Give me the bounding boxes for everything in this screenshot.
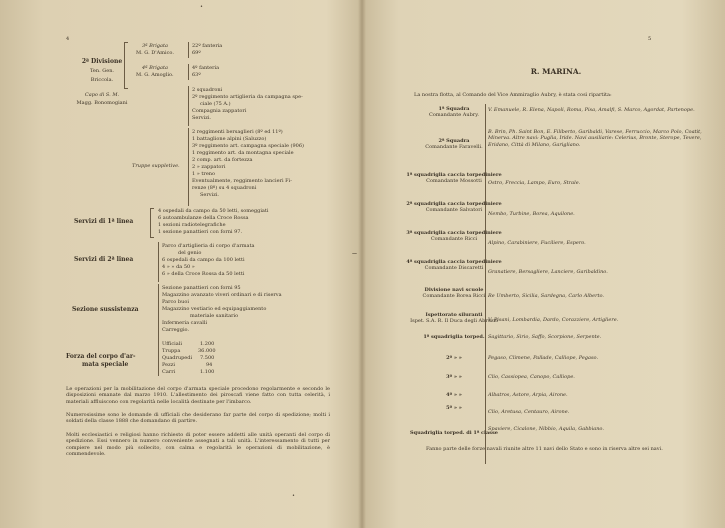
- brigade-4-regiment: 63º: [192, 72, 201, 78]
- strength-officers-label: Ufficiali: [162, 341, 182, 347]
- strength-quadrupeds-label: Quadrupedi: [162, 355, 193, 361]
- center-mark: ⁓: [352, 251, 357, 257]
- fleet-12-name: 4ª » »: [446, 392, 462, 398]
- brigade-3-regiment-label: 22º fanteria: [192, 43, 223, 49]
- right-intro: La nostra flotta, al Comando del Vice Ammiraglio Aubry, è stata così ripartita:: [414, 92, 612, 98]
- strength-officers-value: 1.200: [200, 341, 215, 347]
- fleet-9-ships: Sagittario, Sirio, Saffo, Scorpione, Serpente.: [488, 334, 602, 340]
- fleet-7-ships: Re Umberto, Sicilia, Sardegna, Carlo Alberto.: [488, 293, 605, 299]
- div-unit-3: ciale (75 A.): [200, 101, 231, 107]
- services-1-item-3: 1 sezioni radiotelegrafiche: [158, 222, 226, 228]
- strength-wagons-label: Carri: [162, 369, 176, 375]
- fleet-6-name: 4ª squadriglia caccia torpediniere Comandante Discaretti: [406, 259, 502, 272]
- fleet-5-name: 3ª squadriglia caccia torpediniere Comandante Ricci: [406, 230, 502, 243]
- services-2-item-4: 4 » » da 50 »: [162, 264, 195, 270]
- right-page-title: R. MARINA.: [530, 67, 582, 76]
- subsistence-item-3: Parco buoi: [162, 299, 189, 305]
- services-2-title: Servizi di 2ª linea: [74, 256, 134, 263]
- services-2-item-5: 6 » della Croce Rossa da 50 letti: [162, 271, 245, 277]
- troop-4: 1 reggimento art. da montagna speciale: [192, 150, 294, 156]
- fleet-2-ships: B. Brin, Ph. Saint Bon, E. Filiberto, Garibaldi, Varese, Ferruccio, Marco Polo, Coatit, Minerva. Altre navi: Puglia, Iride. Navi ausiliarie: Celerius, Bronte, Sterope, Tevere, Eridano, Città di Milano, Garigliano.: [488, 129, 702, 148]
- fleet-8-name: Ispettorato siluranti Ispet. S.A. R. Il Duca degli Abruzzi: [410, 312, 498, 325]
- services-1-item-4: 1 sezione panattieri con forni 97.: [158, 229, 243, 235]
- strength-quadrupeds-value: 7.500: [200, 355, 215, 361]
- troop-7: 1 » treno: [192, 171, 216, 177]
- brigade-3-label: 3ª Brigata: [142, 43, 168, 49]
- fleet-13-ships: Clio, Aretusa, Centauro, Airone.: [488, 409, 570, 415]
- fleet-11-ships: Clio, Cassiopea, Canopo, Calliope.: [488, 374, 575, 380]
- fleet-7-name: Divisione navi scuole Comandante Borea Ricci: [422, 287, 486, 300]
- fleet-9-name: 1ª squadriglia torped.: [423, 334, 485, 340]
- strength-title-1: Forza del corpo d'ar-: [66, 353, 136, 360]
- brigade-brace: [124, 42, 128, 89]
- brigade-4-commander: M. G. Amoglio.: [136, 72, 174, 78]
- troop-5: 2 comp. art. da fortezza: [192, 157, 253, 163]
- fleet-4-ships: Nembo, Turbine, Borea, Aquilone.: [488, 211, 575, 217]
- div-unit-5: Servizi.: [192, 115, 212, 121]
- strength-troops-label: Truppa: [162, 348, 181, 354]
- division-commander-rank: Ten. Gen.: [89, 68, 115, 74]
- fleet-4-name: 2ª squadriglia caccia torpediniere Comandante Salvatori: [406, 201, 502, 214]
- subsistence-item-5: materiale sanitario: [190, 313, 239, 319]
- fleet-10-ships: Pegaso, Climene, Pallade, Calliope, Pegaso.: [488, 355, 599, 361]
- troop-10: Servizi.: [200, 192, 220, 198]
- brigade-4-regiment-label: 4º fanteria: [192, 65, 220, 71]
- fleet-11-name: 3ª » »: [446, 374, 462, 380]
- strength-guns-label: Pezzi: [162, 362, 175, 368]
- services-2-item-2: del genio: [178, 250, 202, 256]
- troop-1: 2 reggimenti bersaglieri (8º ed 11º): [192, 129, 283, 135]
- services-1-title: Servizi di 1ª linea: [74, 218, 134, 225]
- fleet-6-ships: Granatiere, Bersagliere, Lanciere, Garibaldino.: [488, 269, 608, 275]
- fleet-2-name: 2ª Squadra Comandante Faravelli.: [425, 138, 483, 151]
- troop-2: 1 battaglione alpini (Saluzzo): [192, 136, 267, 142]
- subsistence-item-7: Carreggio.: [162, 327, 190, 333]
- fleet-5-ships: Alpino, Carabiniere, Fuciliere, Espero.: [488, 240, 586, 246]
- right-closing: Fanno parte delle forze navali riunite altre 11 navi dello Stato e sono in riserva altre sei navi.: [426, 446, 663, 452]
- chief-of-staff-name: Magg. Bonomogiani: [76, 100, 128, 106]
- fleet-1-name: 1ª Squadra Comandante Aubry.: [429, 106, 479, 119]
- troop-9: renze (8º) su 4 squadroni: [192, 185, 257, 191]
- fleet-1-ships: V. Emanuele, R. Elena, Napoli, Roma, Pisa, Amalfi, S. Marco, Agordat, Partenope.: [488, 107, 695, 113]
- chief-of-staff-label: Capo di S. M.: [84, 92, 120, 98]
- brigade-3-commander: M. G. D'Amico.: [136, 50, 174, 56]
- strength-guns-value: 94: [206, 362, 213, 368]
- subsistence-item-4: Magazzino vestiario ed equipaggiamento: [162, 306, 267, 312]
- left-paragraph-3: Molti ecclesiastici e religiosi hanno richiesto di poter essere addetti alle unità operanti del corpo di spedizione. Essi vennero in numero conveniente assegnati a tali unità. L'interessamento di tutti per compiere nel modo più sollecito, con calma e regolarità le operazioni di mobilitazione, è commendevole.: [66, 432, 330, 458]
- troop-8: Eventualmente, reggimento lancieri Fi-: [192, 178, 292, 184]
- left-paragraph-1: Le operazioni per la mobilitazione del corpo d'armata speciale procedono regolarmente e secondo le disposizioni emanate dal marzo 1910. L'allestimento dei piroscafi viene fatto con tutta celerità, i materiali affluiscono con regolarità nelle località destinate per l'imbarco.: [66, 386, 330, 405]
- brigade-3-regiment: 69º: [192, 50, 201, 56]
- services-2-item-1: Parco d'artiglieria di corpo d'armata: [162, 243, 255, 249]
- strength-troops-value: 36.000: [198, 348, 216, 354]
- fleet-10-name: 2ª » »: [446, 355, 462, 361]
- strength-title-2: mata speciale: [82, 361, 129, 368]
- troop-6: 2 » zappatori: [192, 164, 226, 170]
- right-page-number: 5: [648, 36, 652, 42]
- top-mark: •: [200, 4, 203, 10]
- fleet-3-name: 1ª squadriglia caccia torpediniere Comandante Mossotti: [406, 172, 502, 185]
- subsistence-item-1: Sezione panattieri con forni 95: [162, 285, 241, 291]
- services-1-item-2: 6 autoambulanze della Croce Rossa: [158, 215, 249, 221]
- left-paragraph-2: Numerosissime sono le domande di ufficiali che desiderano far parte del corpo di spedizione; molti i soldati della classe 1888 che domandano di partire.: [66, 412, 330, 425]
- subsistence-item-2: Magazzino avanzato viveri ordinari e di riserva: [162, 292, 282, 298]
- subsistence-title: Sezione sussistenza: [72, 306, 139, 313]
- strength-wagons-value: 1.100: [200, 369, 215, 375]
- division-commander-name: Briccola.: [90, 77, 114, 83]
- left-page: [0, 0, 360, 528]
- div-unit-1: 2 squadroni: [192, 87, 223, 93]
- div-unit-2: 2º reggimento artiglieria da campagna spe-: [192, 94, 303, 100]
- subsistence-item-6: Infermeria cavalli: [162, 320, 208, 326]
- fleet-13-name: 5ª » »: [446, 405, 462, 411]
- right-page: [366, 0, 725, 528]
- div-unit-4: Compagnia zappatori: [192, 108, 247, 114]
- fleet-14-ships: Spaviere, Cicalone, Nibbio, Aquila, Gabbiano.: [488, 426, 604, 432]
- left-page-number: 4: [66, 36, 70, 42]
- troop-3: 3º reggimento art. campagna speciale (906): [192, 143, 304, 149]
- brigade-4-label: 4ª Brigata: [142, 65, 168, 71]
- services-2-item-3: 6 ospedali da campo da 100 letti: [162, 257, 245, 263]
- supplementary-troops-label: Truppe suppletive.: [132, 163, 180, 169]
- fleet-14-name: Squadriglia torped. di 1ª classe: [409, 430, 498, 436]
- services-1-item-1: 4 ospedali da campo da 50 letti, someggiati: [158, 208, 269, 214]
- bottom-mark: •: [292, 493, 295, 499]
- fleet-3-ships: Ostro, Freccia, Lampo, Euro, Strale.: [488, 180, 581, 186]
- fleet-12-ships: Albatros, Astore, Arpia, Airone.: [488, 392, 568, 398]
- division-title: 2ª Divisione: [81, 58, 123, 65]
- fleet-8-ships: V. Pisani, Lombardia, Dardo, Corazziere, Artigliere.: [488, 317, 619, 323]
